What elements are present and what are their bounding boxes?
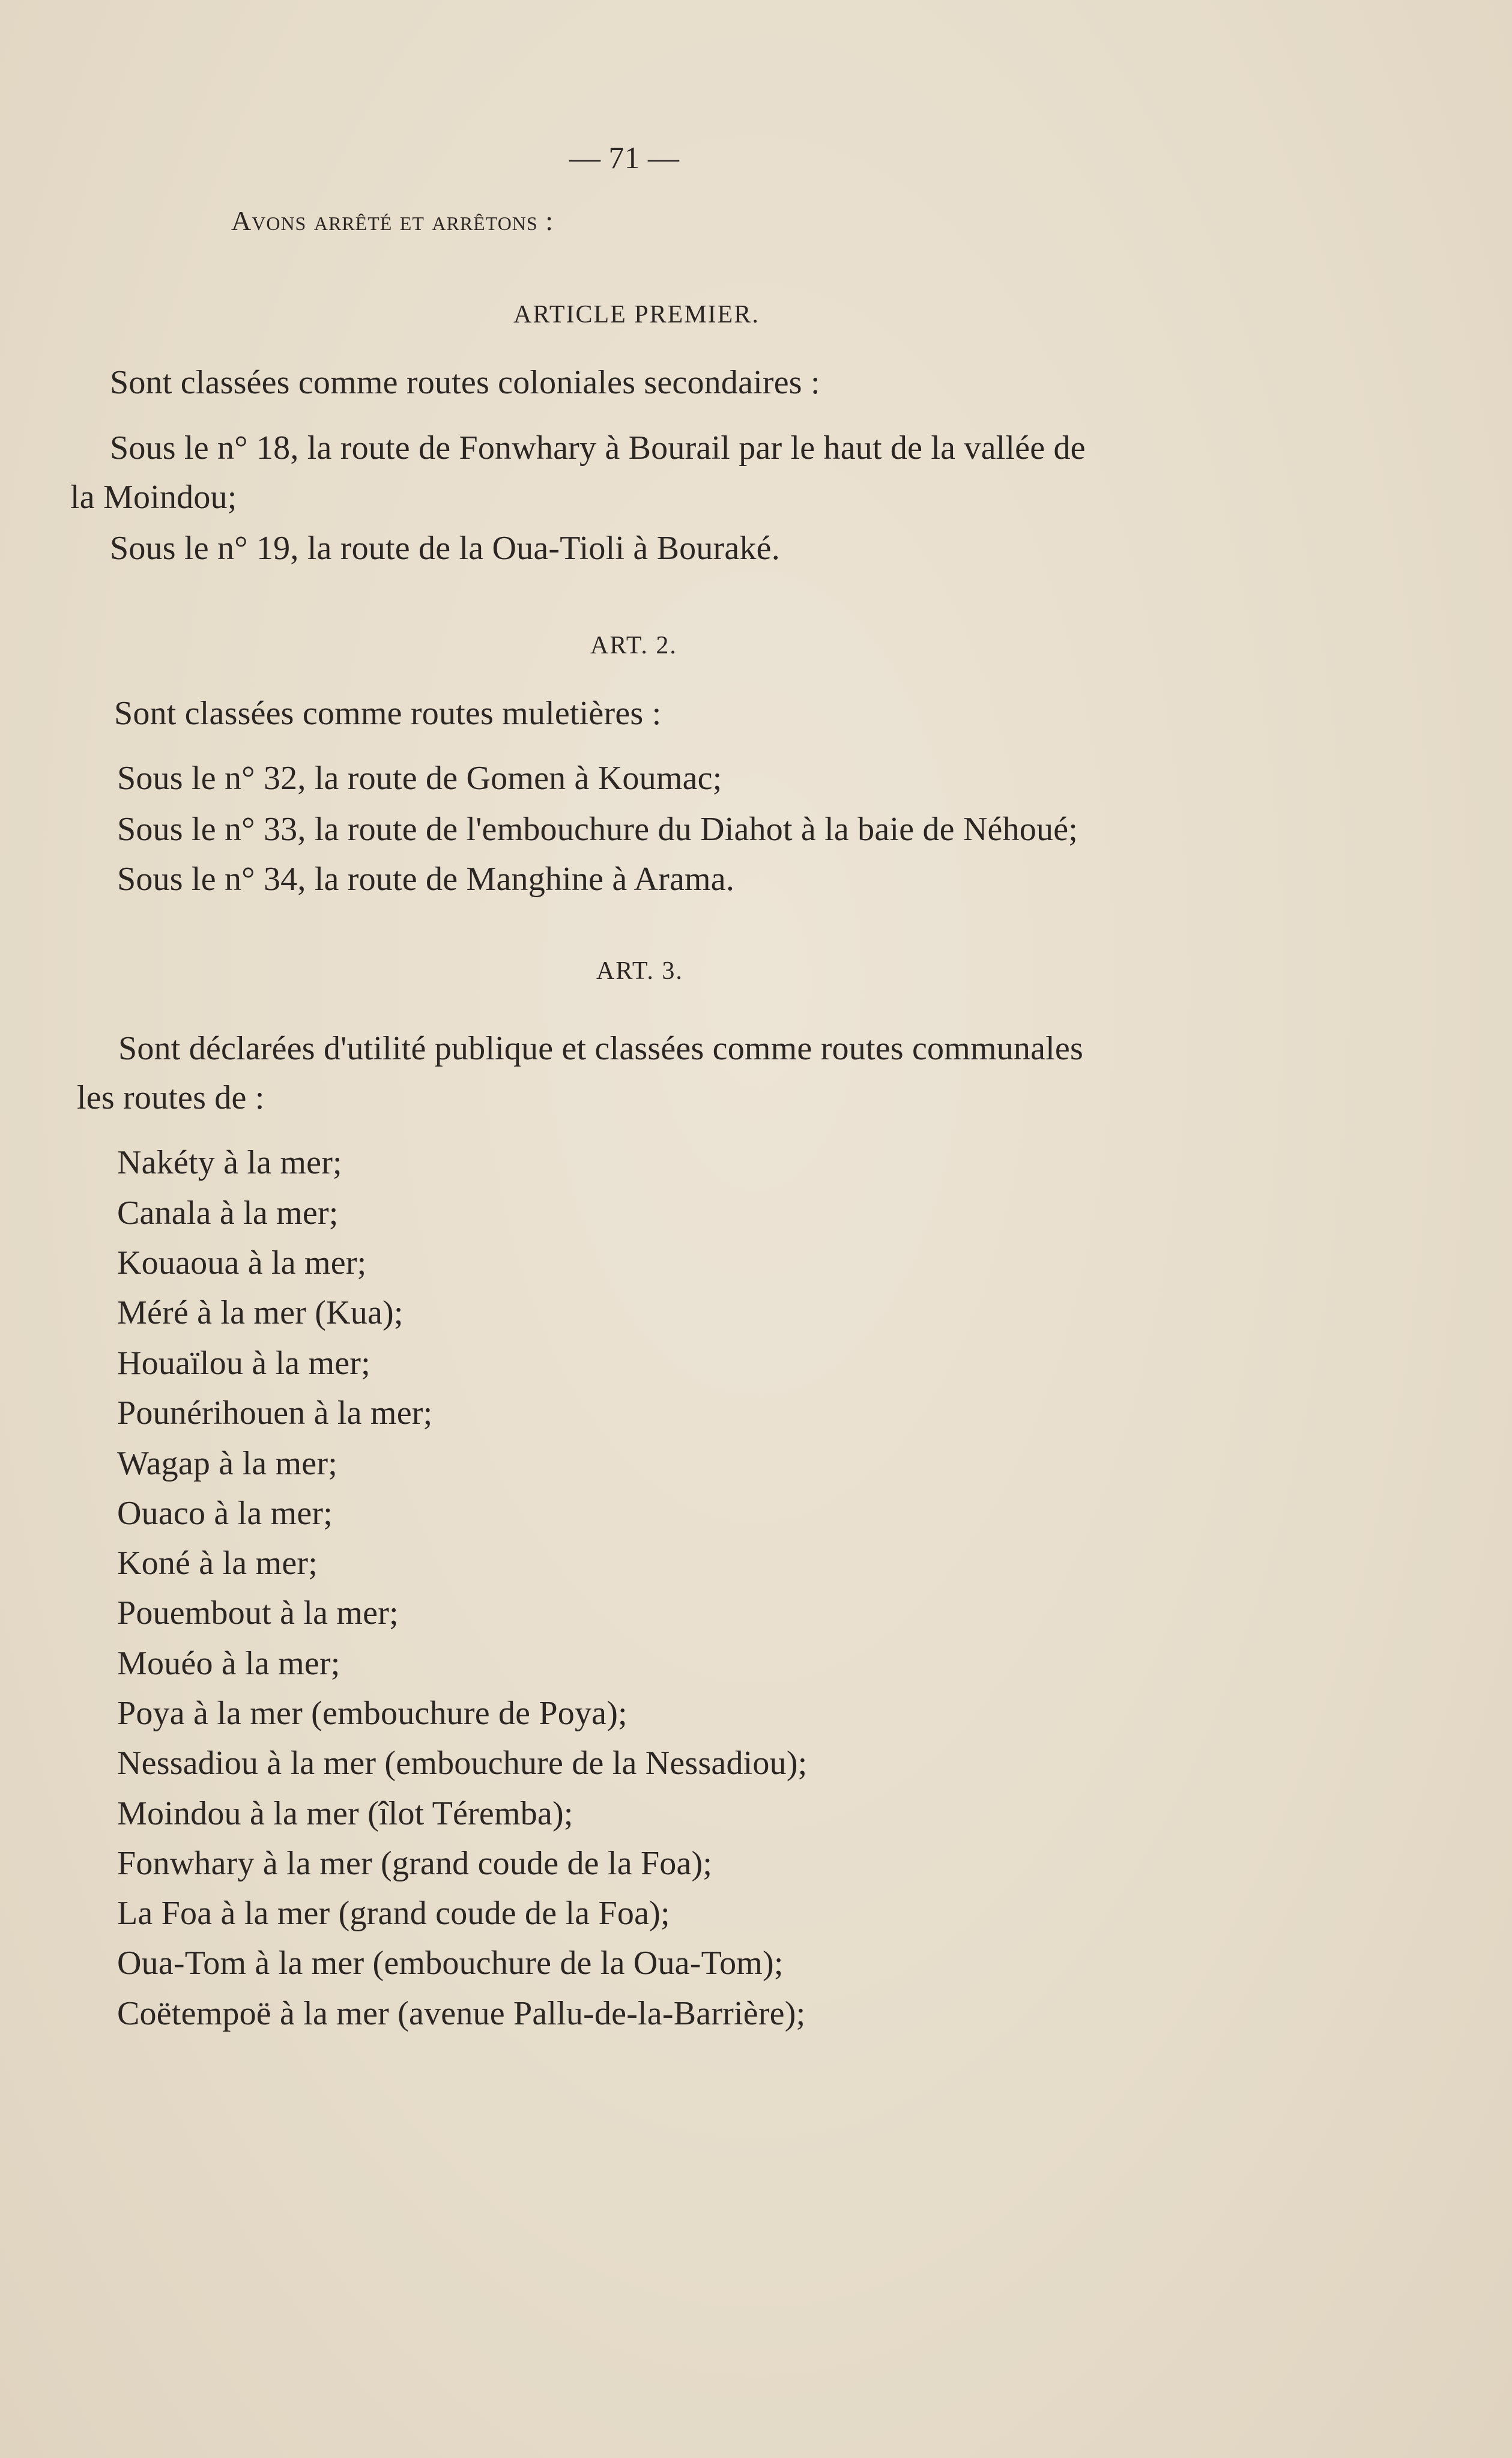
article-1-line-1: Sont classées comme routes coloniales secondaires : [110,364,820,401]
article-2-heading: ART. 2. [590,632,677,659]
route-list-item: Poya à la mer (embouchure de Poya); [117,1695,627,1732]
route-list-item: Wagap à la mer; [117,1445,337,1482]
route-list-item: Fonwhary à la mer (grand coude de la Foa); [117,1845,713,1882]
route-list-item: Canala à la mer; [117,1194,339,1232]
route-list-item: Moindou à la mer (îlot Téremba); [117,1795,573,1832]
route-list-item: Mouéo à la mer; [117,1645,340,1682]
route-list-item: La Foa à la mer (grand coude de la Foa); [117,1895,670,1932]
route-list-item: Ouaco à la mer; [117,1495,333,1532]
page-number: — 71 — [569,141,680,175]
article-2-line-2: Sous le n° 32, la route de Gomen à Koumac; [117,760,722,797]
article-2-line-4: Sous le n° 34, la route de Manghine à Arama. [117,861,735,898]
article-2-line-1: Sont classées comme routes muletières : [114,695,662,732]
article-1-heading: ARTICLE PREMIER. [513,301,760,328]
article-1-line-3: la Moindou; [70,479,237,516]
route-list-item: Koné à la mer; [117,1545,318,1582]
article-3-line-2: les routes de : [77,1079,265,1116]
route-list-item: Oua-Tom à la mer (embouchure de la Oua-Tom); [117,1945,784,1982]
route-list-item: Pounérihouen à la mer; [117,1394,433,1432]
article-1-line-2: Sous le n° 18, la route de Fonwhary à Bourail par le haut de la vallée de [110,429,1086,467]
route-list-item: Coëtempoë à la mer (avenue Pallu-de-la-Barrière); [117,1995,806,2032]
article-3-heading: ART. 3. [596,957,683,985]
route-list-item: Pouembout à la mer; [117,1594,399,1632]
article-2-line-3: Sous le n° 33, la route de l'embouchure du Diahot à la baie de Néhoué; [117,811,1078,848]
article-3-line-1: Sont déclarées d'utilité publique et classées comme routes communales [118,1030,1083,1067]
route-list-item: Méré à la mer (Kua); [117,1294,404,1331]
article-1-line-4: Sous le n° 19, la route de la Oua-Tioli à Bouraké. [110,530,780,567]
route-list-item: Nessadiou à la mer (embouchure de la Nessadiou); [117,1745,808,1782]
intro-line: Avons arrêté et arrêtons : [231,205,554,236]
route-list-item: Kouaoua à la mer; [117,1244,367,1282]
route-list-item: Nakéty à la mer; [117,1144,342,1181]
route-list-item: Houaïlou à la mer; [117,1345,370,1382]
